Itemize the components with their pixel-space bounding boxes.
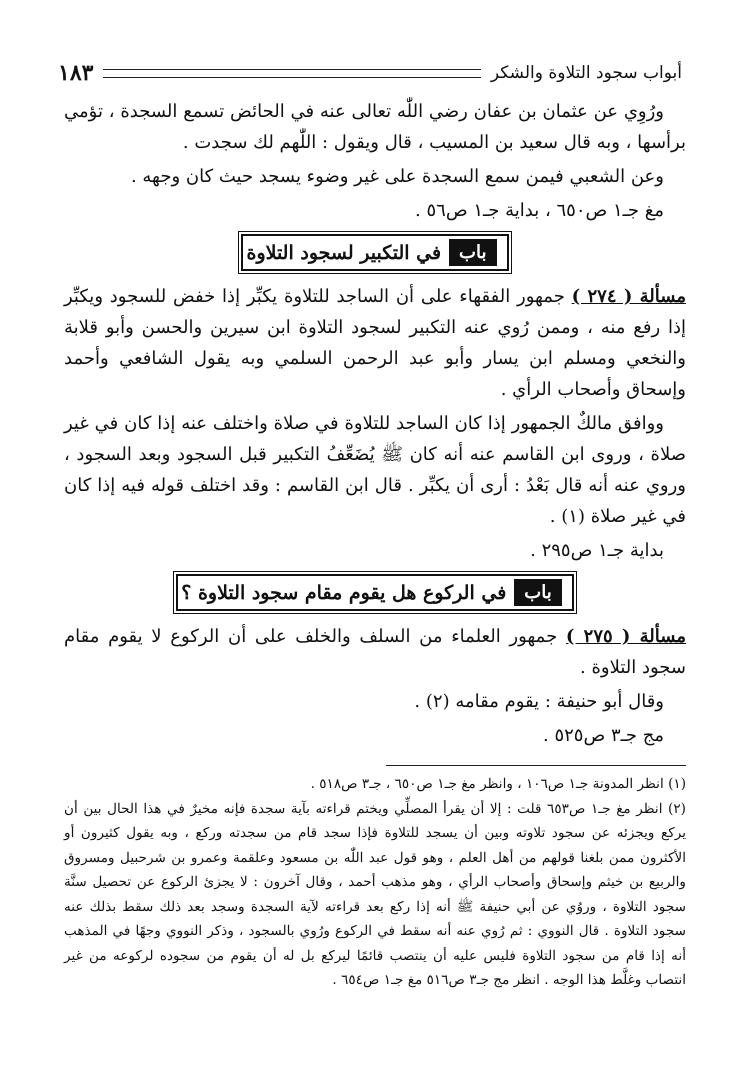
header-rule (103, 69, 480, 78)
masala-275-text: جمهور العلماء من السلف والخلف على أن الركوع لا يقوم مقام سجود التلاوة . (64, 626, 686, 678)
chapter-label: باب (449, 239, 496, 266)
page-header (58, 58, 682, 88)
masala-275-label: مسألة ( ٢٧٥ ) (565, 626, 686, 647)
masala-274-label: مسألة ( ٢٧٤ ) (571, 286, 686, 307)
source-reference: مغ جـ١ ص٦٥٠ ، بداية جـ١ ص٥٦ . (415, 200, 664, 221)
malik-text: ووافق مالكٌ الجمهور إذا كان الساجد للتلاوة في صلاة واختلف عنه إذا كان في غير صلاة ، وروى ابن القاسم عنه أنه كان ﷺ يُضَعِّفُ التكبير قبل السجود وبعد السجود ، وروي عنه أنه قال بَعْدُ : أرى أن يكبِّر . قال ابن القاسم : وقد اختلف قوله فيه إذا كان في غير صلاة (64, 413, 686, 527)
chapter-heading-box (241, 234, 508, 271)
paragraph-shabi: وعن الشعبي فيمن سمع السجدة على غير وضوء يسجد حيث كان وجهه . (130, 166, 664, 187)
masala-274-paragraph (64, 281, 686, 405)
footnote-divider (386, 765, 686, 766)
footnote-ref-2: (٢) (420, 691, 456, 712)
source-reference-275: مج جـ٣ ص٥٢٥ . (542, 725, 664, 746)
page-number: ١٨٣ (58, 60, 94, 86)
chapter-heading-rukoo (64, 574, 686, 611)
paragraph-malik (64, 408, 686, 532)
masala-275-paragraph (64, 621, 686, 683)
paragraph-abu-hanifa (64, 686, 686, 717)
footnote-2: (٢) انظر مغ جـ١ ص٦٥٣ قلت : إلا أن يقرأ المصلِّي ويختم قراءته بآية سجدة فإنه مخيرٌ في هذا الحال بين أن يركع ويجزئه عن سجود تلاوته وبين أن يسجد للتلاوة فإذا سجد قام من سجدته وركع ، وبه يقول كثيرون أو الأكثرون ممن بلغنا قولهم من أهل العلم ، وهو قول عبد اللّٰه بن مسعود وعلقمة وعمرو بن شرحبيل ومسروق والربيع بن خيثم وإسحاق وأصحاب الرأي ، وهو مذهب أحمد ، وقال آخرون : لا يجزئ الركوع عن تحصيل سنَّة سجود التلاوة ، وروُي عن أبي حنيفة ﷺ أنه إذا ركع بعد قراءته لآية السجدة وسجد بعد ذلك سقط بذلك عنه سجود التلاوة . قال النووي : ثم رُوي عنه أنه سقط في الركوع ورُوي بالسجود ، وذكر النووي وجهًا في المذهب أنه إذا قام من سجود التلاوة فليس عليه أن ينتصب قائمًا ليركع بل له أن يقوم من سجوده لركوعه من غير انتصاب وغلَّط هذا الوجه . انظر مج جـ٣ ص٥١٦ مغ جـ١ ص٦٥٤ . (64, 800, 686, 988)
malik-text-end: . (549, 506, 556, 527)
abu-hanifa-text-end: . (414, 691, 421, 712)
chapter-title: في التكبير لسجود التلاوة (246, 241, 442, 264)
footnote-1: (١) انظر المدونة جـ١ ص١٠٦ ، وانظر مغ جـ١ ص٦٥٠ ، جـ٣ ص٥١٨ . (310, 776, 686, 792)
paragraph-uthman: ورُوِي عن عثمان بن عفان رضي اللّٰه تعالى عنه في الحائض تسمع السجدة ، تؤمي برأسها ، وبه قال سعيد بن المسيب ، قال ويقول : اللّٰهم لك سجدت . (64, 101, 686, 153)
chapter-heading-box (176, 574, 573, 611)
source-reference-274: بداية جـ١ ص٢٩٥ . (530, 540, 664, 561)
abu-hanifa-text: وقال أبو حنيفة : يقوم مقامه (455, 691, 664, 712)
chapter-label: باب (514, 579, 561, 606)
chapter-title: في الركوع هل يقوم مقام سجود التلاوة ؟ (181, 581, 507, 604)
chapter-heading-takbir (64, 234, 686, 271)
masala-274-text: جمهور الفقهاء على أن الساجد للتلاوة يكبِّر إذا خفض للسجود ويكبِّر إذا رفع منه ، وممن رُوي عنه التكبير لسجود التلاوة ابن سيرين والحسن وأبو قلابة والنخعي ومسلم ابن يسار وأبو عبد الرحمن السلمي وبه يقول الشافعي وأحمد وإسحاق وأصحاب الرأي . (64, 286, 686, 400)
page-body (64, 96, 686, 993)
footnote-ref-1: (١) (555, 506, 591, 527)
running-title: أبواب سجود التلاوة والشكر (490, 63, 682, 83)
